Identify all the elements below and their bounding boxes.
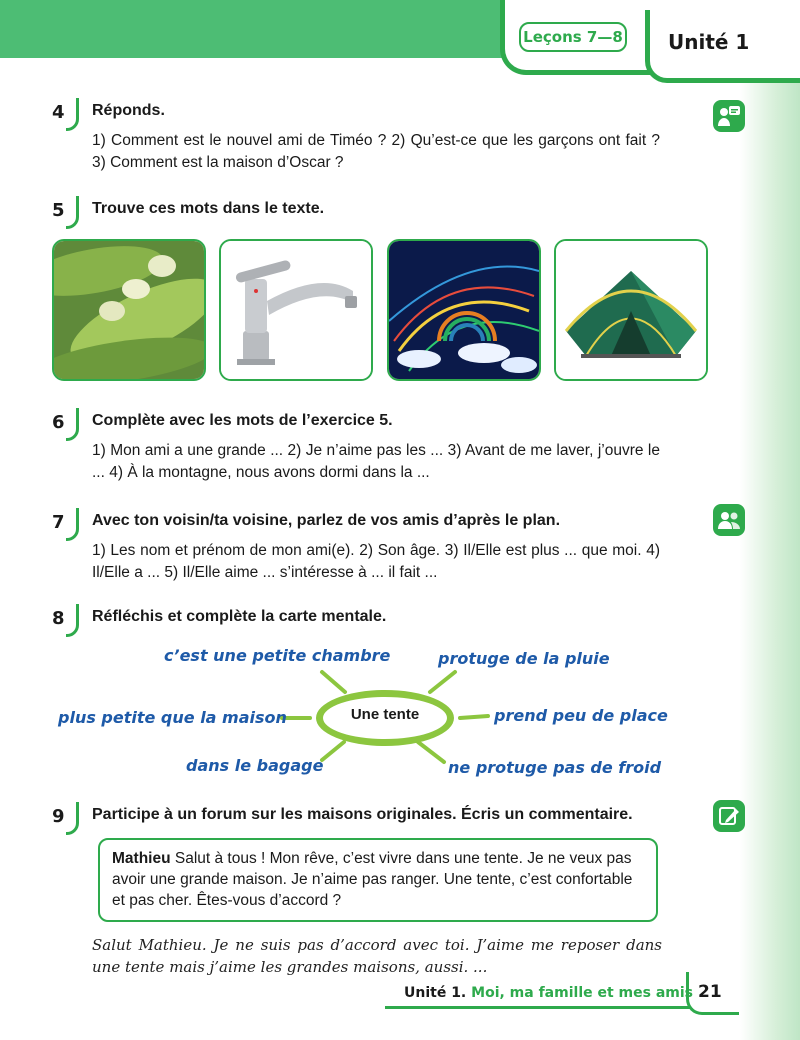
- exercise-title: Participe à un forum sur les maisons originales. Écris un commentaire.: [92, 806, 633, 823]
- mind-map-branch: plus petite que la maison: [58, 708, 287, 727]
- mind-map-branch: prend peu de place: [494, 706, 668, 725]
- exercise-text: 1) Mon ami a une grande ... 2) Je n’aime pas les ... 3) Avant de me laver, j’ouvre le ... 4) À la montagne, nous avons dormi dans la ...: [92, 442, 660, 481]
- exercise-title: Trouve ces mots dans le texte.: [92, 200, 325, 217]
- footer: [404, 985, 693, 1001]
- exercise-title: Réponds.: [92, 102, 165, 119]
- mind-map-branch: dans le bagage: [186, 756, 324, 775]
- footer-unit: Unité 1.: [404, 985, 467, 1001]
- exercise-number: 8: [52, 608, 78, 636]
- exercise-number: 7: [52, 512, 78, 540]
- exercise-number: 6: [52, 412, 78, 440]
- footer-title: Moi, ma famille et mes amis: [471, 985, 694, 1001]
- exercise-text: 1) Comment est le nouvel ami de Timéo ? 2) Qu’est-ce que les garçons ont fait ? 3) Comment est la maison d’Oscar ?: [92, 132, 660, 171]
- mind-map-branch: protuge de la pluie: [438, 649, 610, 668]
- exercise-number: 4: [52, 102, 78, 130]
- forum-post: [98, 838, 658, 922]
- exercise-number: 5: [52, 200, 78, 228]
- exercise-text: 1) Les nom et prénom de mon ami(e). 2) Son âge. 3) Il/Elle est plus ... que moi. 4) Il/Elle a ... 5) Il/Elle aime ... s’intéresse à ... il fait ...: [92, 542, 660, 581]
- exercise-title: Réfléchis et complète la carte mentale.: [92, 608, 387, 625]
- unit-label: Unité 1: [668, 30, 750, 54]
- exercise-number: 9: [52, 806, 78, 834]
- forum-reply: Salut Mathieu. Je ne suis pas d’accord avec toi. J’aime me reposer dans une tente mais j’aime les grandes maisons, aussi. ...: [92, 936, 662, 976]
- exercise-title: Complète avec les mots de l’exercice 5.: [92, 412, 393, 429]
- mind-map-branch: ne protuge pas de froid: [448, 758, 662, 777]
- exercise-title: Avec ton voisin/ta voisine, parlez de vos amis d’après le plan.: [92, 512, 561, 529]
- mind-map-center: Une tente: [350, 706, 420, 723]
- page-number: 21: [698, 982, 722, 1002]
- forum-author: Mathieu: [112, 850, 171, 867]
- mind-map-branch: c’est une petite chambre: [164, 646, 391, 665]
- pencil-write-icon: [713, 800, 745, 832]
- footer-rule: [385, 1006, 690, 1009]
- forum-post-text: Salut à tous ! Mon rêve, c’est vivre dans une tente. Je ne veux pas avoir une grande maison. Je n’aime pas ranger. Une tente, c’est confortable et pas cher. Êtes-vous d’accord ?: [112, 850, 633, 909]
- lessons-label: Leçons 7—8: [519, 22, 627, 52]
